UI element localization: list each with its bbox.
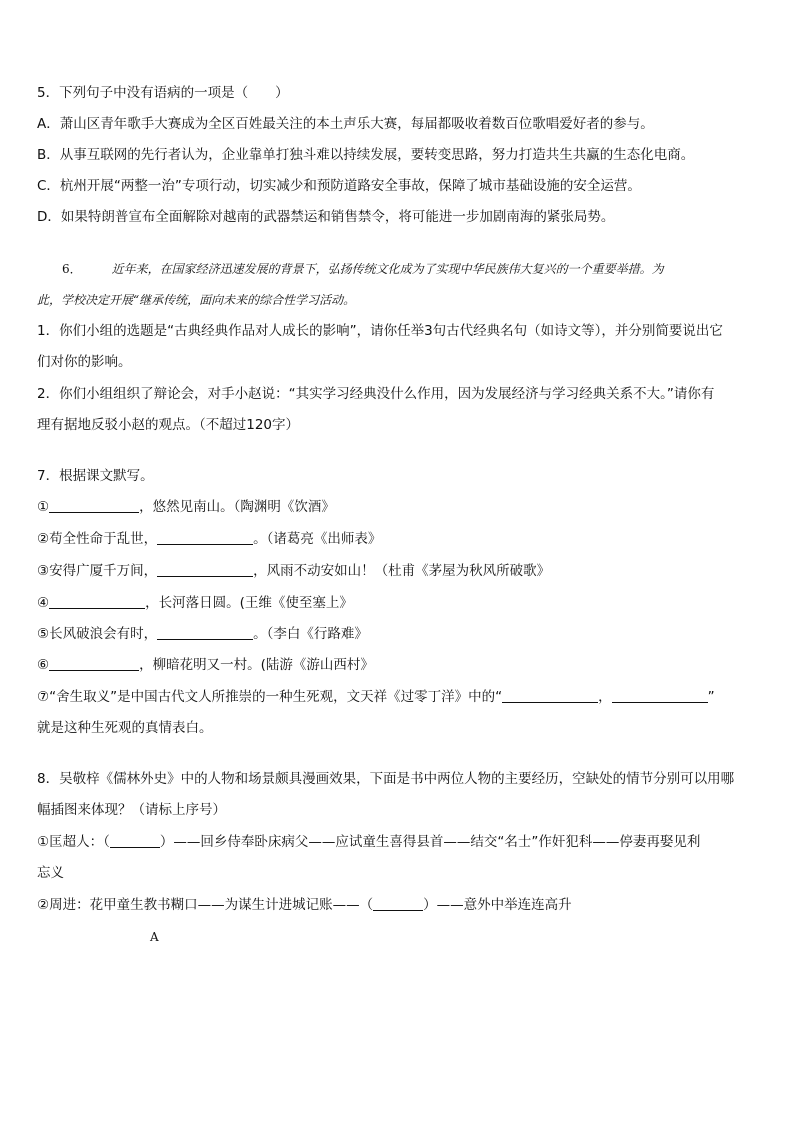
q7-item1-tail: ，悠然见南山。（陶渊明《饮酒》	[139, 499, 335, 515]
q7-marker-1: ①	[37, 499, 50, 515]
q6-intro-line1	[62, 260, 664, 278]
q7-blank-3[interactable]	[157, 562, 253, 577]
q7-item5-tail: 。（李白《行路难》	[253, 626, 368, 642]
q6-item1-line2: 们对你的影响。	[37, 354, 132, 370]
q7-item1	[37, 498, 335, 516]
q7-item2-tail: 。（诸葛亮《出师表》	[253, 531, 382, 547]
q6-number: 6．	[62, 262, 82, 276]
q8-part1-head: ①匡超人：（	[37, 834, 110, 850]
q6-intro-a: 近年来，在国家经济迅速发展的背景下，弘扬传统文化成为了实现中华民族伟大复兴的一个重要举措。为	[111, 262, 664, 276]
q8-blank-1[interactable]	[110, 833, 160, 848]
q7-item7-line2: 就是这种生死观的真情表白。	[37, 720, 213, 736]
q8-stem-line2: 幅插图来体现？（请标上序号）	[37, 802, 226, 818]
q8-part1-line2: 忘义	[37, 865, 64, 881]
q7-marker-6: ⑥	[37, 657, 50, 673]
q7-item5	[37, 625, 368, 643]
q7-blank-5[interactable]	[157, 625, 253, 640]
q7-item2-head: ②苟全性命于乱世，	[37, 531, 158, 547]
figure-caption-a: A	[150, 930, 159, 944]
q7-blank-6[interactable]	[49, 656, 139, 671]
q5-option-a: A．萧山区青年歌手大赛成为全区百姓最关注的本土声乐大赛，每届都吸收着数百位歌唱爱好者的参与。	[37, 116, 654, 132]
q8-part1-line1	[37, 833, 700, 851]
q6-item1-line1: 1．你们小组的选题是“古典经典作品对人成长的影响”，请你任举3句古代经典名句（如诗文等），并分别简要说出它	[37, 323, 723, 339]
q5-stem: 5．下列句子中没有语病的一项是（ ）	[37, 85, 289, 101]
q6-intro-b: 此，学校决定开展“继承传统，面向未来的综合性学习活动。	[37, 293, 356, 307]
q7-blank-7b[interactable]	[612, 688, 708, 703]
q5-option-d: D．如果特朗普宣布全面解除对越南的武器禁运和销售禁令，将可能进一步加剧南海的紧张局势。	[37, 209, 615, 225]
q7-item3-head: ③安得广厦千万间，	[37, 563, 158, 579]
q8-part1-tail: ）——回乡侍奉卧床病父——应试童生喜得县首——结交“名士”作奸犯科——停妻再娶见利	[159, 834, 701, 850]
q7-item6	[37, 656, 374, 674]
q7-marker-4: ④	[37, 595, 50, 611]
q6-item2-line2: 理有据地反驳小赵的观点。（不超过120字）	[37, 417, 300, 433]
q8-part2-head: ②周进：花甲童生教书糊口——为谋生计进城记账——（	[37, 897, 374, 913]
q7-item7-line1	[37, 688, 715, 706]
q7-item7-mid: ，	[598, 689, 612, 705]
q7-blank-4[interactable]	[49, 594, 145, 609]
q5-option-c: C．杭州开展“两整一治”专项行动，切实减少和预防道路安全事故，保障了城市基础设施的安全运营。	[37, 178, 641, 194]
q7-item7-end: ”	[707, 689, 715, 705]
q7-item3-tail: ，风雨不动安如山！（杜甫《茅屋为秋风所破歌》	[253, 563, 551, 579]
q8-stem-line1: 8．吴敬梓《儒林外史》中的人物和场景颇具漫画效果，下面是书中两位人物的主要经历，空缺处的情节分别可以用哪	[37, 771, 735, 787]
q8-part2	[37, 896, 572, 914]
q6-item2-line1: 2．你们小组组织了辩论会，对手小赵说：“其实学习经典没什么作用，因为发展经济与学习经典关系不大。”请你有	[37, 386, 715, 402]
q5-option-b: B．从事互联网的先行者认为，企业靠单打独斗难以持续发展，要转变思路，努力打造共生共赢的生态化电商。	[37, 147, 695, 163]
q7-item7-head: ⑦“舍生取义”是中国古代文人所推崇的一种生死观，文天祥《过零丁洋》中的“	[37, 689, 503, 705]
q7-blank-7a[interactable]	[502, 688, 598, 703]
q8-blank-2[interactable]	[373, 896, 423, 911]
q8-part2-tail: ）——意外中举连连高升	[423, 897, 572, 913]
q7-item3	[37, 562, 550, 580]
q7-item4	[37, 594, 353, 612]
q7-blank-2[interactable]	[157, 530, 253, 545]
q7-item4-tail: ，长河落日圆。(王维《使至塞上》	[145, 595, 353, 611]
q7-item6-tail: ，柳暗花明又一村。(陆游《游山西村》	[139, 657, 374, 673]
q7-item2	[37, 530, 381, 548]
q7-blank-1[interactable]	[49, 498, 139, 513]
q7-stem: 7．根据课文默写。	[37, 468, 154, 484]
q7-item5-head: ⑤长风破浪会有时，	[37, 626, 158, 642]
